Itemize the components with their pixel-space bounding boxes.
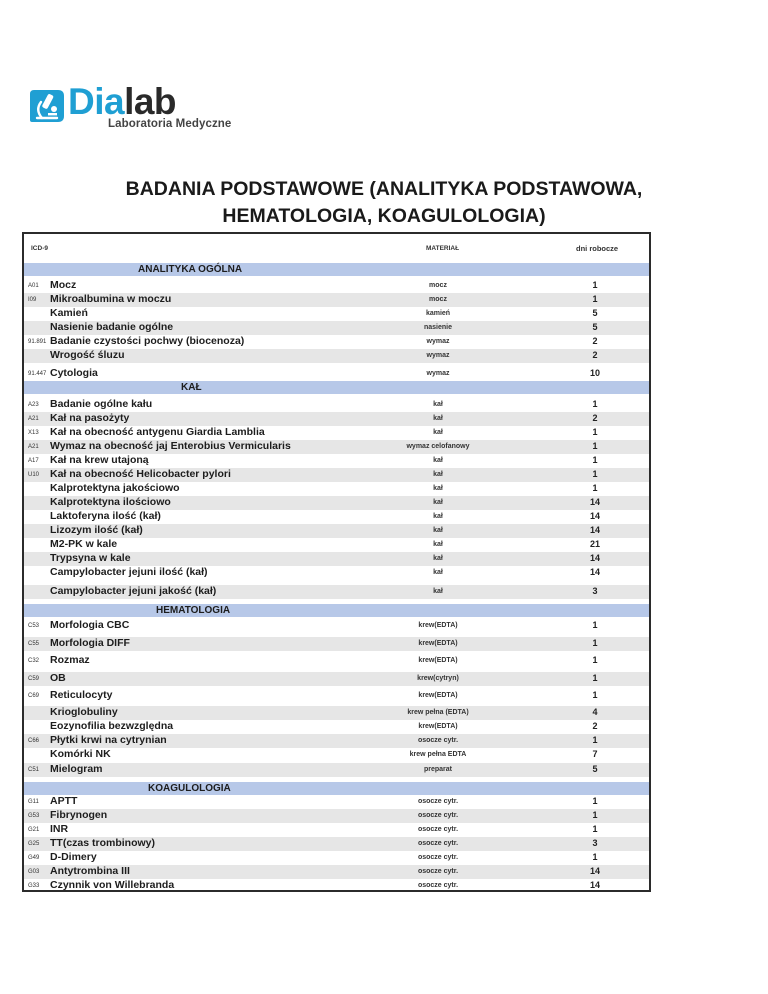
- page-title: [0, 176, 768, 230]
- icd-code: C32: [28, 658, 40, 664]
- working-days: 5: [592, 764, 598, 774]
- icd-code: I09: [28, 297, 37, 303]
- working-days: 1: [592, 824, 598, 834]
- table-row: [24, 510, 649, 524]
- material: kał: [433, 429, 443, 436]
- working-days: 1: [592, 673, 598, 683]
- working-days: 14: [589, 567, 600, 577]
- working-days: 14: [589, 553, 600, 563]
- icd-code: A01: [28, 283, 39, 289]
- table-row: [24, 851, 649, 865]
- material: osocze cytr.: [417, 840, 459, 847]
- working-days: 3: [592, 586, 598, 596]
- material: osocze cytr.: [417, 737, 459, 744]
- page-title-line2: HEMATOLOGIA, KOAGULOLOGIA): [222, 205, 546, 227]
- material: osocze cytr.: [417, 868, 459, 875]
- material: krew(EDTA): [418, 622, 458, 629]
- working-days: 1: [592, 441, 598, 451]
- table-row: [24, 482, 649, 496]
- material: krew(EDTA): [418, 640, 458, 647]
- table-row: [24, 412, 649, 426]
- material: wymaz: [426, 338, 450, 345]
- test-name: Rozmaz: [50, 654, 90, 666]
- material: kał: [433, 485, 443, 492]
- logo-wordmark: Dialab: [68, 81, 177, 122]
- icd-code: X13: [28, 430, 39, 436]
- table-row: [24, 552, 649, 566]
- test-name: Wymaz na obecność jaj Enterobius Vermicularis: [50, 440, 291, 452]
- material: krew(EDTA): [418, 657, 458, 664]
- test-name: Płytki krwi na cytrynian: [50, 734, 167, 746]
- material: kał: [433, 415, 443, 422]
- table-row: [24, 440, 649, 454]
- header-material: MATERIAŁ: [426, 245, 460, 252]
- table-row: [24, 566, 649, 580]
- test-name: Cytologia: [50, 367, 98, 379]
- test-name: Czynnik von Willebranda: [50, 879, 175, 891]
- working-days: 3: [592, 838, 598, 848]
- table-row: [24, 706, 649, 720]
- table-row: [24, 837, 649, 851]
- test-name: Kamień: [50, 307, 88, 319]
- material: osocze cytr.: [417, 798, 459, 805]
- icd-code: G53: [28, 813, 40, 819]
- working-days: 14: [589, 880, 600, 890]
- working-days: 1: [592, 483, 598, 493]
- material: kał: [433, 569, 443, 576]
- material: mocz: [429, 296, 447, 303]
- test-name: M2-PK w kale: [50, 538, 118, 550]
- working-days: 1: [592, 796, 598, 806]
- working-days: 14: [589, 525, 600, 535]
- table-row: [24, 734, 649, 748]
- icd-code: U10: [28, 472, 40, 478]
- test-name: Mielogram: [50, 763, 103, 775]
- test-name: Trypsyna w kale: [50, 552, 131, 564]
- material: kał: [433, 499, 443, 506]
- icd-code: G03: [28, 869, 40, 875]
- working-days: 7: [592, 749, 598, 759]
- working-days: 1: [592, 620, 598, 630]
- material: krew pełna (EDTA): [407, 709, 469, 716]
- working-days: 14: [589, 497, 600, 507]
- table-row: [24, 307, 649, 321]
- working-days: 5: [592, 308, 598, 318]
- test-name: Kał na obecność Helicobacter pylori: [50, 468, 231, 480]
- material: krew pełna EDTA: [409, 751, 467, 758]
- material: kał: [433, 457, 443, 464]
- section-title: ANALITYKA OGÓLNA: [138, 264, 243, 275]
- working-days: 14: [589, 511, 600, 521]
- table-row: [24, 349, 649, 363]
- table-row: [24, 335, 649, 349]
- table-row: [24, 672, 649, 686]
- material: krew(cytryn): [417, 675, 459, 682]
- material: nasienie: [423, 324, 452, 331]
- test-name: Lizozym ilość (kał): [50, 524, 143, 536]
- icd-code: C51: [28, 767, 40, 773]
- header-working-days: dni robocze: [576, 244, 619, 253]
- test-name: Kał na obecność antygenu Giardia Lamblia: [50, 426, 265, 438]
- test-name: Badanie czystości pochwy (biocenoza): [50, 335, 245, 347]
- working-days: 1: [592, 690, 598, 700]
- working-days: 21: [589, 539, 600, 549]
- test-name: Nasienie badanie ogólne: [50, 321, 174, 333]
- icd-code: C53: [28, 623, 40, 629]
- section-header: [24, 604, 649, 617]
- test-name: Laktoferyna ilość (kał): [50, 510, 161, 522]
- table-row: [24, 367, 649, 381]
- table-row: [24, 763, 649, 777]
- material: osocze cytr.: [417, 882, 459, 889]
- working-days: 1: [592, 280, 598, 290]
- test-name: TT(czas trombinowy): [50, 837, 156, 849]
- material: kał: [433, 541, 443, 548]
- icd-code: A21: [28, 416, 39, 422]
- table-row: [24, 496, 649, 510]
- table-row: [24, 426, 649, 440]
- table-row: [24, 795, 649, 809]
- table-row: [24, 654, 649, 668]
- icd-code: G49: [28, 855, 40, 861]
- dialab-logo: [28, 81, 232, 130]
- icd-code: C66: [28, 738, 40, 744]
- test-name: Morfologia CBC: [50, 619, 130, 631]
- material: kamień: [425, 310, 451, 317]
- table-row: [24, 585, 649, 599]
- icd-code: A17: [28, 458, 39, 464]
- test-name: Mikroalbumina w moczu: [50, 293, 172, 305]
- working-days: 1: [592, 735, 598, 745]
- table-row: [24, 637, 649, 651]
- page-title-line1: BADANIA PODSTAWOWE (ANALITYKA PODSTAWOWA,: [125, 178, 643, 200]
- table-row: [24, 748, 649, 762]
- test-name: Krioglobuliny: [50, 706, 118, 718]
- icd-code: G33: [28, 883, 40, 889]
- test-name: Reticulocyty: [50, 689, 113, 701]
- table-row: [24, 398, 649, 412]
- icd-code: 91.447: [28, 371, 47, 377]
- test-name: Antytrombina III: [50, 865, 130, 877]
- working-days: 1: [592, 455, 598, 465]
- table-row: [24, 454, 649, 468]
- test-name: OB: [50, 672, 66, 684]
- test-name: Campylobacter jejuni jakość (kał): [50, 585, 217, 597]
- table-row: [24, 865, 649, 879]
- test-name: Kalprotektyna ilościowo: [50, 496, 171, 508]
- table-row: [24, 279, 649, 293]
- test-name: Kał na krew utajoną: [50, 454, 149, 466]
- material: krew(EDTA): [418, 723, 458, 730]
- working-days: 1: [592, 469, 598, 479]
- section-title: HEMATOLOGIA: [156, 605, 231, 616]
- working-days: 1: [592, 810, 598, 820]
- test-name: Wrogość śluzu: [50, 349, 125, 361]
- material: krew(EDTA): [418, 692, 458, 699]
- section-title: KAŁ: [181, 382, 202, 393]
- test-name: Kalprotektyna jakościowo: [50, 482, 180, 494]
- table-row: [24, 689, 649, 703]
- test-name: Kał na pasożyty: [50, 412, 130, 424]
- test-name: Badanie ogólne kału: [50, 398, 153, 410]
- table-row: [24, 321, 649, 335]
- material: kał: [433, 588, 443, 595]
- table-row: [24, 468, 649, 482]
- icd-code: G11: [28, 799, 39, 805]
- working-days: 2: [592, 336, 598, 346]
- icd-code: A21: [28, 444, 39, 450]
- icd-code: C69: [28, 693, 40, 699]
- test-name: INR: [50, 823, 69, 835]
- table-row: [24, 619, 649, 633]
- table-row: [24, 524, 649, 538]
- material: mocz: [429, 282, 447, 289]
- working-days: 10: [589, 368, 600, 378]
- icd-code: 91.891: [28, 339, 47, 345]
- material: kał: [433, 401, 443, 408]
- icd-code: A23: [28, 402, 39, 408]
- microscope-icon: [28, 88, 66, 124]
- working-days: 1: [592, 852, 598, 862]
- working-days: 1: [592, 294, 598, 304]
- table-row: [24, 823, 649, 837]
- table-row: [24, 720, 649, 734]
- icd-code: G21: [28, 827, 40, 833]
- test-name: Eozynofilia bezwzględna: [50, 720, 174, 732]
- material: kał: [433, 471, 443, 478]
- test-name: Campylobacter jejuni ilość (kał): [50, 566, 208, 578]
- material: wymaz: [426, 370, 450, 377]
- working-days: 5: [592, 322, 598, 332]
- icd-code: G25: [28, 841, 40, 847]
- material: kał: [433, 555, 443, 562]
- material: wymaz celofanowy: [406, 443, 470, 450]
- tests-table: [22, 232, 651, 892]
- material: kał: [433, 527, 443, 534]
- test-name: Komórki NK: [50, 748, 111, 760]
- test-name: Morfologia DIFF: [50, 637, 130, 649]
- section-title: KOAGULOLOGIA: [148, 783, 231, 794]
- test-name: Mocz: [50, 279, 77, 291]
- test-name: APTT: [50, 795, 78, 807]
- working-days: 1: [592, 655, 598, 665]
- table-row: [24, 538, 649, 552]
- test-name: D-Dimery: [50, 851, 97, 863]
- working-days: 2: [592, 350, 598, 360]
- working-days: 1: [592, 399, 598, 409]
- working-days: 1: [592, 427, 598, 437]
- section-header: [24, 263, 649, 276]
- material: preparat: [423, 766, 452, 773]
- table-row: [24, 879, 649, 893]
- working-days: 1: [592, 638, 598, 648]
- logo-subtitle: Laboratoria Medyczne: [108, 118, 232, 130]
- section-header: [24, 381, 649, 394]
- material: osocze cytr.: [417, 812, 459, 819]
- working-days: 4: [592, 707, 598, 717]
- material: osocze cytr.: [417, 854, 459, 861]
- header-icd: ICD-9: [31, 245, 48, 252]
- material: osocze cytr.: [417, 826, 459, 833]
- test-name: Fibrynogen: [50, 809, 108, 821]
- material: wymaz: [426, 352, 450, 359]
- table-row: [24, 293, 649, 307]
- icd-code: C55: [28, 641, 40, 647]
- table-row: [24, 809, 649, 823]
- section-header: [24, 782, 649, 795]
- icd-code: C59: [28, 676, 40, 682]
- working-days: 2: [592, 721, 598, 731]
- material: kał: [433, 513, 443, 520]
- working-days: 2: [592, 413, 598, 423]
- working-days: 14: [589, 866, 600, 876]
